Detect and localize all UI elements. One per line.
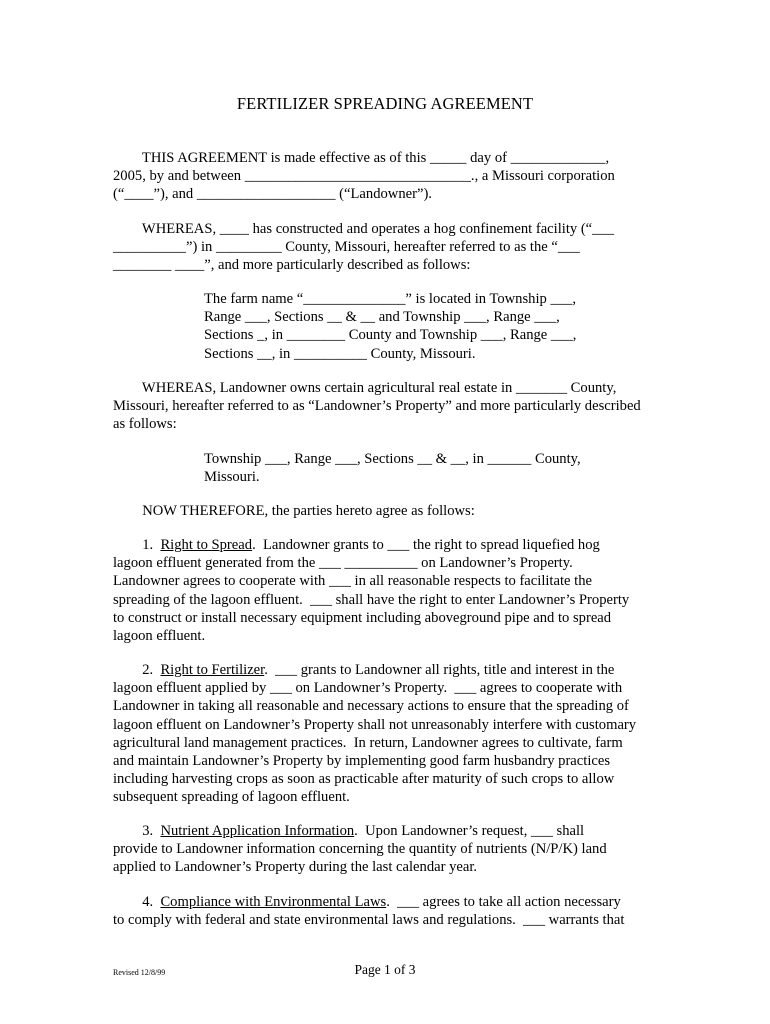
- farm-description: [204, 290, 664, 363]
- intro-line: THIS AGREEMENT is made effective as of this _____ day of _____________,: [113, 150, 610, 166]
- whereas-line: as follows:: [113, 416, 177, 433]
- section-heading: Right to Spread: [160, 537, 253, 553]
- section-environmental-compliance: [113, 893, 665, 929]
- farm-line: The farm name “______________” is located in Township ___,: [204, 291, 576, 307]
- whereas-line: ________ ____”, and more particularly described as follows:: [113, 257, 471, 274]
- whereas-landowner-paragraph: [113, 379, 665, 434]
- now-therefore-line: NOW THEREFORE, the parties hereto agree as follows:: [113, 503, 475, 519]
- section-line: provide to Landowner information concerning the quantity of nutrients (N/P/K) land: [113, 841, 607, 858]
- section-line: lagoon effluent on Landowner’s Property shall not unreasonably interfere with customary: [113, 716, 637, 733]
- section-line: including harvesting crops as soon as practicable after maturity of such crops to allow: [113, 771, 615, 788]
- whereas-line: WHEREAS, Landowner owns certain agricultural real estate in _______ County,: [113, 380, 617, 396]
- section-text: . ___ agrees to take all action necessary: [386, 894, 621, 910]
- section-text: . Landowner grants to ___ the right to spread liquefied hog: [252, 537, 600, 553]
- section-line: lagoon effluent applied by ___ on Landowner’s Property. ___ agrees to cooperate with: [113, 680, 623, 697]
- section-first-line: [113, 822, 665, 840]
- section-nutrient-application: [113, 822, 665, 877]
- section-line: lagoon effluent generated from the ___ __________ on Landowner’s Property.: [113, 555, 573, 572]
- section-number: 1.: [113, 537, 161, 553]
- section-line: lagoon effluent.: [113, 628, 206, 645]
- landowner-property-description: [204, 450, 664, 486]
- section-line: agricultural land management practices. In return, Landowner agrees to cultivate, farm: [113, 734, 623, 751]
- section-text: . Upon Landowner’s request, ___ shall: [354, 823, 585, 839]
- section-line: spreading of the lagoon effluent. ___ shall have the right to enter Landowner’s Property: [113, 591, 630, 608]
- farm-line: Sections __, in __________ County, Missouri.: [204, 345, 476, 362]
- section-line: to comply with federal and state environmental laws and regulations. ___ warrants that: [113, 912, 625, 929]
- section-number: 2.: [113, 662, 161, 678]
- section-first-line: [113, 893, 665, 911]
- section-line: Landowner in taking all reasonable and necessary actions to ensure that the spreading of: [113, 698, 629, 715]
- intro-line: 2005, by and between _______________________________., a Missouri corporation: [113, 168, 615, 185]
- section-line: applied to Landowner’s Property during the last calendar year.: [113, 859, 478, 876]
- section-first-line: [113, 536, 665, 554]
- intro-paragraph: [113, 149, 665, 204]
- property-line: Missouri.: [204, 469, 260, 486]
- now-therefore-paragraph: [113, 502, 665, 520]
- section-right-to-fertilizer: [113, 661, 665, 807]
- section-line: Landowner agrees to cooperate with ___ in all reasonable respects to facilitate the: [113, 573, 592, 590]
- revision-date: Revised 12/8/99: [113, 968, 166, 977]
- whereas-line: WHEREAS, ____ has constructed and operates a hog confinement facility (“___: [113, 221, 615, 237]
- section-number: 3.: [113, 823, 161, 839]
- section-line: subsequent spreading of lagoon effluent.: [113, 789, 350, 806]
- section-heading: Nutrient Application Information: [160, 823, 355, 839]
- whereas-facility-paragraph: [113, 220, 665, 275]
- section-line: to construct or install necessary equipment including aboveground pipe and to spread: [113, 609, 612, 626]
- document-title: FERTILIZER SPREADING AGREEMENT: [236, 94, 534, 113]
- whereas-line: __________”) in _________ County, Missouri, hereafter referred to as the “___: [113, 239, 580, 256]
- section-number: 4.: [113, 894, 161, 910]
- section-heading: Right to Fertilizer: [160, 662, 265, 678]
- section-first-line: [113, 661, 665, 679]
- section-heading: Compliance with Environmental Laws: [160, 894, 387, 910]
- section-line: and maintain Landowner’s Property by implementing good farm husbandry practices: [113, 753, 611, 770]
- intro-line: (“____”), and ___________________ (“Landowner”).: [113, 186, 432, 203]
- property-line: Township ___, Range ___, Sections __ & __, in ______ County,: [204, 451, 581, 467]
- section-text: . ___ grants to Landowner all rights, title and interest in the: [264, 662, 615, 678]
- section-right-to-spread: [113, 536, 665, 645]
- farm-line: Range ___, Sections __ & __ and Township ___, Range ___,: [204, 309, 560, 326]
- page-number: Page 1 of 3: [354, 962, 416, 977]
- whereas-line: Missouri, hereafter referred to as “Landowner’s Property” and more particularly described: [113, 398, 641, 415]
- farm-line: Sections _, in ________ County and Township ___, Range ___,: [204, 327, 577, 344]
